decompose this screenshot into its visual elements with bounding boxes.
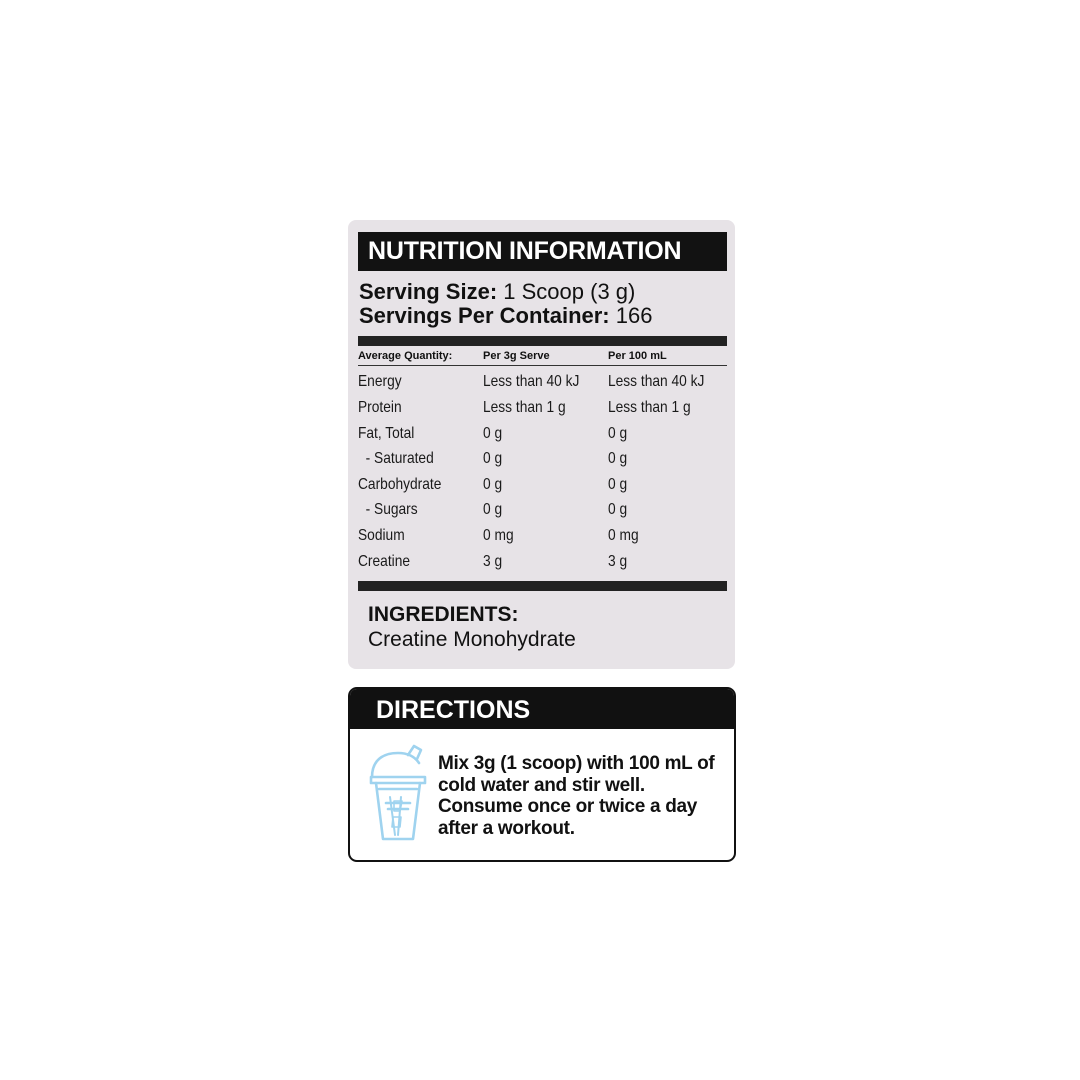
column-header-per-serve: Per 3g Serve (483, 350, 550, 362)
ingredients-heading: INGREDIENTS: (368, 603, 519, 626)
nutrient-row-carbohydrate (348, 474, 735, 499)
nutrient-name: Protein (358, 399, 402, 416)
nutrient-name: - Saturated (358, 450, 434, 467)
per-100ml-value: 0 mg (608, 527, 639, 544)
nutrient-row-saturated (348, 448, 735, 473)
per-serve-value: Less than 1 g (483, 399, 566, 416)
nutrient-row-creatine (348, 551, 735, 576)
servings-per-container-value: 166 (615, 303, 653, 328)
nutrient-row-sugars (348, 499, 735, 524)
nutrient-name: Fat, Total (358, 425, 415, 442)
servings-per-container-label: Servings Per Container: (359, 303, 610, 328)
directions-panel (348, 687, 736, 862)
per-100ml-value: Less than 1 g (608, 399, 691, 416)
per-100ml-value: 0 g (608, 425, 628, 442)
per-100ml-value: 0 g (608, 450, 628, 467)
per-serve-value: 3 g (483, 553, 503, 570)
per-serve-value: 0 g (483, 450, 503, 467)
divider-bar-bottom (358, 581, 727, 591)
per-100ml-value: 0 g (608, 476, 628, 493)
per-serve-value: 0 g (483, 476, 503, 493)
nutrition-title: NUTRITION INFORMATION (358, 232, 727, 271)
nutrient-name: - Sugars (358, 501, 418, 518)
divider-bar-top (358, 336, 727, 346)
ingredients-text: Creatine Monohydrate (368, 628, 576, 651)
per-serve-value: 0 g (483, 425, 503, 442)
serving-size (359, 280, 635, 304)
nutrient-name: Creatine (358, 553, 411, 570)
column-header-per-100ml: Per 100 mL (608, 350, 667, 362)
serving-size-value: 1 Scoop (3 g) (503, 279, 636, 304)
nutrient-name: Energy (358, 373, 402, 390)
column-header-average-quantity: Average Quantity: (358, 350, 453, 362)
nutrient-row-protein (348, 397, 735, 422)
nutrient-name: Sodium (358, 527, 405, 544)
servings-per-container (359, 304, 652, 328)
serving-size-label: Serving Size: (359, 279, 498, 304)
nutrition-information-panel (348, 220, 735, 669)
per-serve-value: Less than 40 kJ (483, 373, 580, 390)
header-rule (358, 365, 727, 366)
nutrient-row-fat-total (348, 423, 735, 448)
per-100ml-value: 0 g (608, 501, 628, 518)
directions-heading: DIRECTIONS (350, 689, 734, 729)
per-serve-value: 0 g (483, 501, 503, 518)
nutrient-name: Carbohydrate (358, 476, 442, 493)
nutrient-row-energy (348, 371, 735, 396)
per-100ml-value: Less than 40 kJ (608, 373, 705, 390)
per-100ml-value: 3 g (608, 553, 628, 570)
shaker-icon (368, 743, 428, 845)
nutrient-row-sodium (348, 525, 735, 550)
per-serve-value: 0 mg (483, 527, 514, 544)
directions-text: Mix 3g (1 scoop) with 100 mL of cold water and stir well. Consume once or twice a day after a workout. (438, 753, 715, 839)
